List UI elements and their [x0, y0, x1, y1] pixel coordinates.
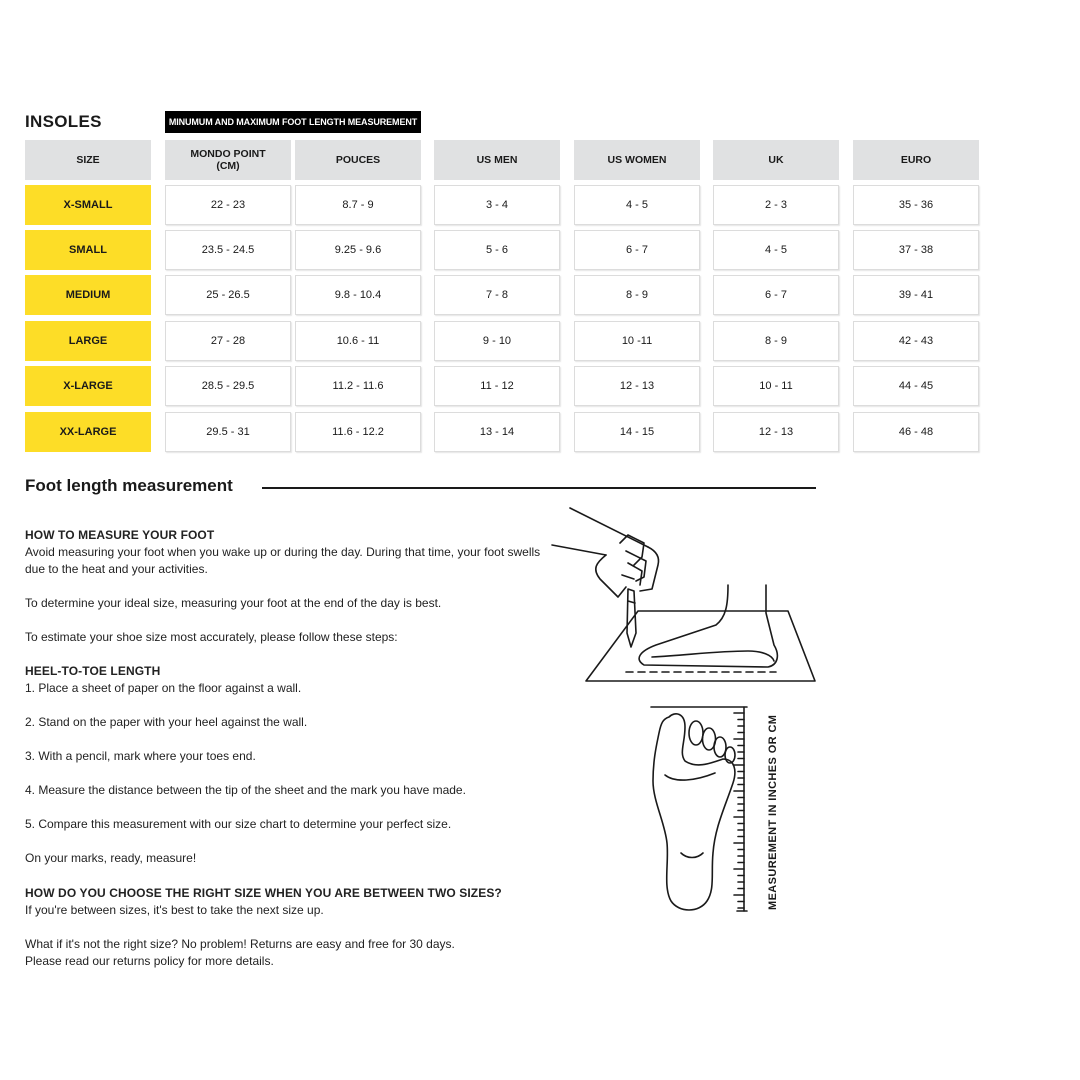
size-label-cell: MEDIUM	[25, 275, 151, 315]
step-1: 1. Place a sheet of paper on the floor against a wall.	[25, 681, 302, 695]
size-value-cell: 11.2 - 11.6	[295, 366, 421, 406]
returns-line-1: What if it's not the right size? No problem! Returns are easy and free for 30 days.	[25, 937, 455, 951]
how-paragraph-2: To determine your ideal size, measuring your foot at the end of the day is best.	[25, 596, 442, 610]
size-value-cell: 4 - 5	[713, 230, 839, 270]
measurement-banner: MINUMUM AND MAXIMUM FOOT LENGTH MEASUREMENT	[165, 111, 421, 133]
between-sizes-heading: HOW DO YOU CHOOSE THE RIGHT SIZE WHEN YOU ARE BETWEEN TWO SIZES?	[25, 886, 502, 900]
size-value-cell: 6 - 7	[574, 230, 700, 270]
size-label-cell: LARGE	[25, 321, 151, 361]
size-value-cell: 6 - 7	[713, 275, 839, 315]
returns-line-2: Please read our returns policy for more details.	[25, 954, 274, 968]
heel-to-toe-heading: HEEL-TO-TOE LENGTH	[25, 664, 161, 678]
size-value-cell: 35 - 36	[853, 185, 979, 225]
size-value-cell: 28.5 - 29.5	[165, 366, 291, 406]
header-uk: UK	[713, 140, 839, 180]
size-value-cell: 9 - 10	[434, 321, 560, 361]
size-value-cell: 25 - 26.5	[165, 275, 291, 315]
header-us-men: US MEN	[434, 140, 560, 180]
size-label-cell: X-LARGE	[25, 366, 151, 406]
how-paragraph-line-1: Avoid measuring your foot when you wake up or during the day. During that time, your foot swells	[25, 545, 541, 559]
size-value-cell: 42 - 43	[853, 321, 979, 361]
how-paragraph-3: To estimate your shoe size most accurately, please follow these steps:	[25, 630, 398, 644]
step-5: 5. Compare this measurement with our size chart to determine your perfect size.	[25, 817, 452, 831]
ruler-label: MEASUREMENT IN INCHES OR CM	[767, 714, 779, 910]
size-value-cell: 27 - 28	[165, 321, 291, 361]
section-divider	[262, 487, 816, 489]
header-us-women: US WOMEN	[574, 140, 700, 180]
size-value-cell: 5 - 6	[434, 230, 560, 270]
footprint-ruler-illustration	[645, 703, 755, 918]
header-size: SIZE	[25, 140, 151, 180]
size-value-cell: 44 - 45	[853, 366, 979, 406]
size-value-cell: 23.5 - 24.5	[165, 230, 291, 270]
section-title: Foot length measurement	[25, 476, 233, 495]
size-value-cell: 9.8 - 10.4	[295, 275, 421, 315]
step-4: 4. Measure the distance between the tip of the sheet and the mark you have made.	[25, 783, 466, 797]
size-label-cell: XX-LARGE	[25, 412, 151, 452]
size-value-cell: 46 - 48	[853, 412, 979, 452]
size-value-cell: 8 - 9	[713, 321, 839, 361]
size-value-cell: 2 - 3	[713, 185, 839, 225]
size-value-cell: 12 - 13	[713, 412, 839, 452]
size-label-cell: SMALL	[25, 230, 151, 270]
size-value-cell: 8.7 - 9	[295, 185, 421, 225]
size-value-cell: 9.25 - 9.6	[295, 230, 421, 270]
how-paragraph-line-2: due to the heat and your activities.	[25, 562, 208, 576]
size-value-cell: 13 - 14	[434, 412, 560, 452]
size-value-cell: 8 - 9	[574, 275, 700, 315]
size-value-cell: 14 - 15	[574, 412, 700, 452]
header-mondo-point: MONDO POINT (CM)	[165, 140, 291, 180]
ready-text: On your marks, ready, measure!	[25, 851, 197, 865]
size-value-cell: 10 - 11	[713, 366, 839, 406]
size-value-cell: 7 - 8	[434, 275, 560, 315]
step-3: 3. With a pencil, mark where your toes end.	[25, 749, 256, 763]
header-euro: EURO	[853, 140, 979, 180]
pencil-marking-illustration	[548, 505, 823, 690]
step-2: 2. Stand on the paper with your heel against the wall.	[25, 715, 308, 729]
how-to-measure-heading: HOW TO MEASURE YOUR FOOT	[25, 528, 215, 542]
size-value-cell: 10 -11	[574, 321, 700, 361]
insoles-title: INSOLES	[25, 112, 102, 131]
size-value-cell: 29.5 - 31	[165, 412, 291, 452]
between-sizes-text: If you're between sizes, it's best to take the next size up.	[25, 903, 324, 917]
size-value-cell: 11 - 12	[434, 366, 560, 406]
size-label-cell: X-SMALL	[25, 185, 151, 225]
header-pouces: POUCES	[295, 140, 421, 180]
size-value-cell: 11.6 - 12.2	[295, 412, 421, 452]
size-value-cell: 3 - 4	[434, 185, 560, 225]
size-value-cell: 37 - 38	[853, 230, 979, 270]
size-value-cell: 22 - 23	[165, 185, 291, 225]
size-value-cell: 10.6 - 11	[295, 321, 421, 361]
size-value-cell: 4 - 5	[574, 185, 700, 225]
size-value-cell: 39 - 41	[853, 275, 979, 315]
size-value-cell: 12 - 13	[574, 366, 700, 406]
